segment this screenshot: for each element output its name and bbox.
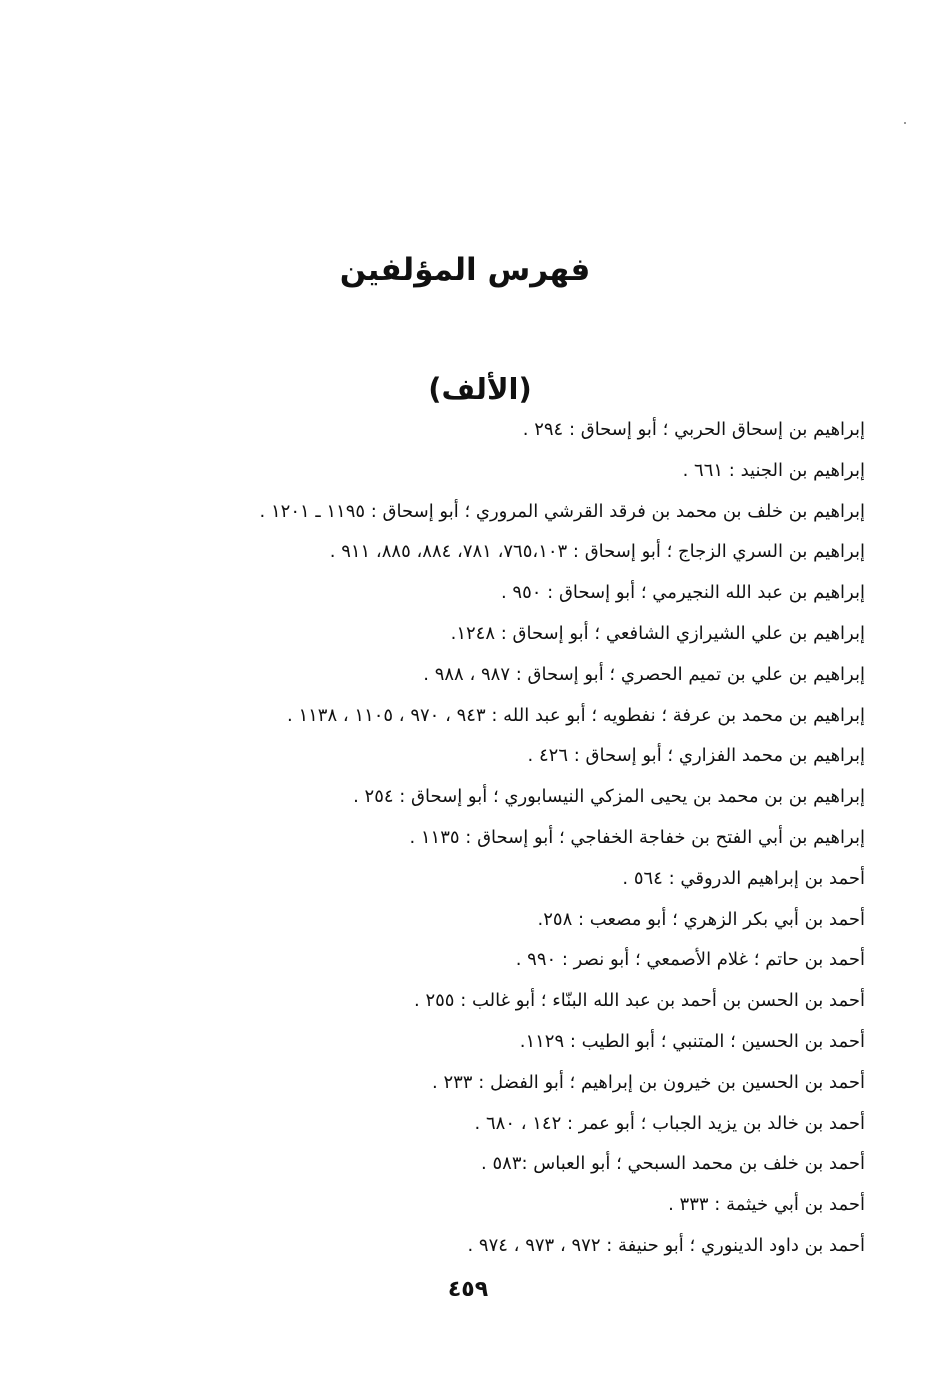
index-entry: إبراهيم بن محمد الفزاري ؛ أبو إسحاق : ٤٢٦ . [527,745,865,767]
index-entry: أحمد بن إبراهيم الدروقي : ٥٦٤ . [622,867,865,889]
author-index-list [145,410,865,1267]
index-entry: أحمد بن الحسن بن أحمد بن عبد الله البنّاء ؛ أبو غالب : ٢٥٥ . [414,990,865,1012]
page-title: فهرس المؤلفين [339,252,591,288]
index-entry: أحمد بن حاتم ؛ غلام الأصمعي ؛ أبو نصر : ٩٩٠ . [515,949,865,971]
index-entry: إبراهيم بن السري الزجاج ؛ أبو إسحاق : ٧٦٥،١٠٣، ٧٨١، ٨٨٤، ٨٨٥، ٩١١ . [329,541,865,563]
index-entry: أحمد بن أبي بكر الزهري ؛ أبو مصعب : ٢٥٨. [537,908,865,930]
index-entry: أحمد بن خلف بن محمد السبحي ؛ أبو العباس :٥٨٣ . [481,1153,865,1175]
index-entry: إبراهيم بن بن محمد بن يحيى المزكي النيسابوري ؛ أبو إسحاق : ٢٥٤ . [353,786,865,808]
index-entry: إبراهيم بن أبي الفتح بن خفاجة الخفاجي ؛ أبو إسحاق : ١١٣٥ . [409,826,865,848]
index-entry: أحمد بن الحسين ؛ المتنبي ؛ أبو الطيب : ١١٢٩. [519,1030,865,1052]
index-entry: إبراهيم بن عبد الله النجيرمي ؛ أبو إسحاق : ٩٥٠ . [500,582,865,604]
section-heading: (الألف) [428,372,532,406]
index-entry: إبراهيم بن الجنيد : ٦٦١ . [682,459,865,481]
index-entry: إبراهيم بن علي بن تميم الحصري ؛ أبو إسحاق : ٩٨٧ ، ٩٨٨ . [423,663,865,685]
index-entry: إبراهيم بن علي الشيرازي الشافعي ؛ أبو إسحاق : ١٢٤٨. [450,622,865,644]
index-entry: أحمد بن داود الدينوري ؛ أبو حنيفة : ٩٧٢ ، ٩٧٣ ، ٩٧٤ . [467,1234,865,1256]
index-entry: أحمد بن خالد بن يزيد الجباب ؛ أبو عمر : ١٤٢ ، ٦٨٠ . [474,1112,865,1134]
page-number: ٤٥٩ [447,1277,489,1302]
index-entry: إبراهيم بن خلف بن محمد بن فرقد القرشي المروري ؛ أبو إسحاق : ١١٩٥ ـ ١٢٠١ . [259,500,865,522]
index-entry: إبراهيم بن إسحاق الحربي ؛ أبو إسحاق : ٢٩٤ . [522,419,865,440]
index-entry: أحمد بن أبي خيثمة : ٣٣٣ . [668,1194,865,1216]
index-entry: أحمد بن الحسين بن خيرون بن إبراهيم ؛ أبو الفضل : ٢٣٣ . [432,1071,865,1093]
scan-speck [904,122,906,124]
index-entry: إبراهيم بن محمد بن عرفة ؛ نفطويه ؛ أبو عبد الله : ٩٤٣ ، ٩٧٠ ، ١١٠٥ ، ١١٣٨ . [287,704,865,726]
